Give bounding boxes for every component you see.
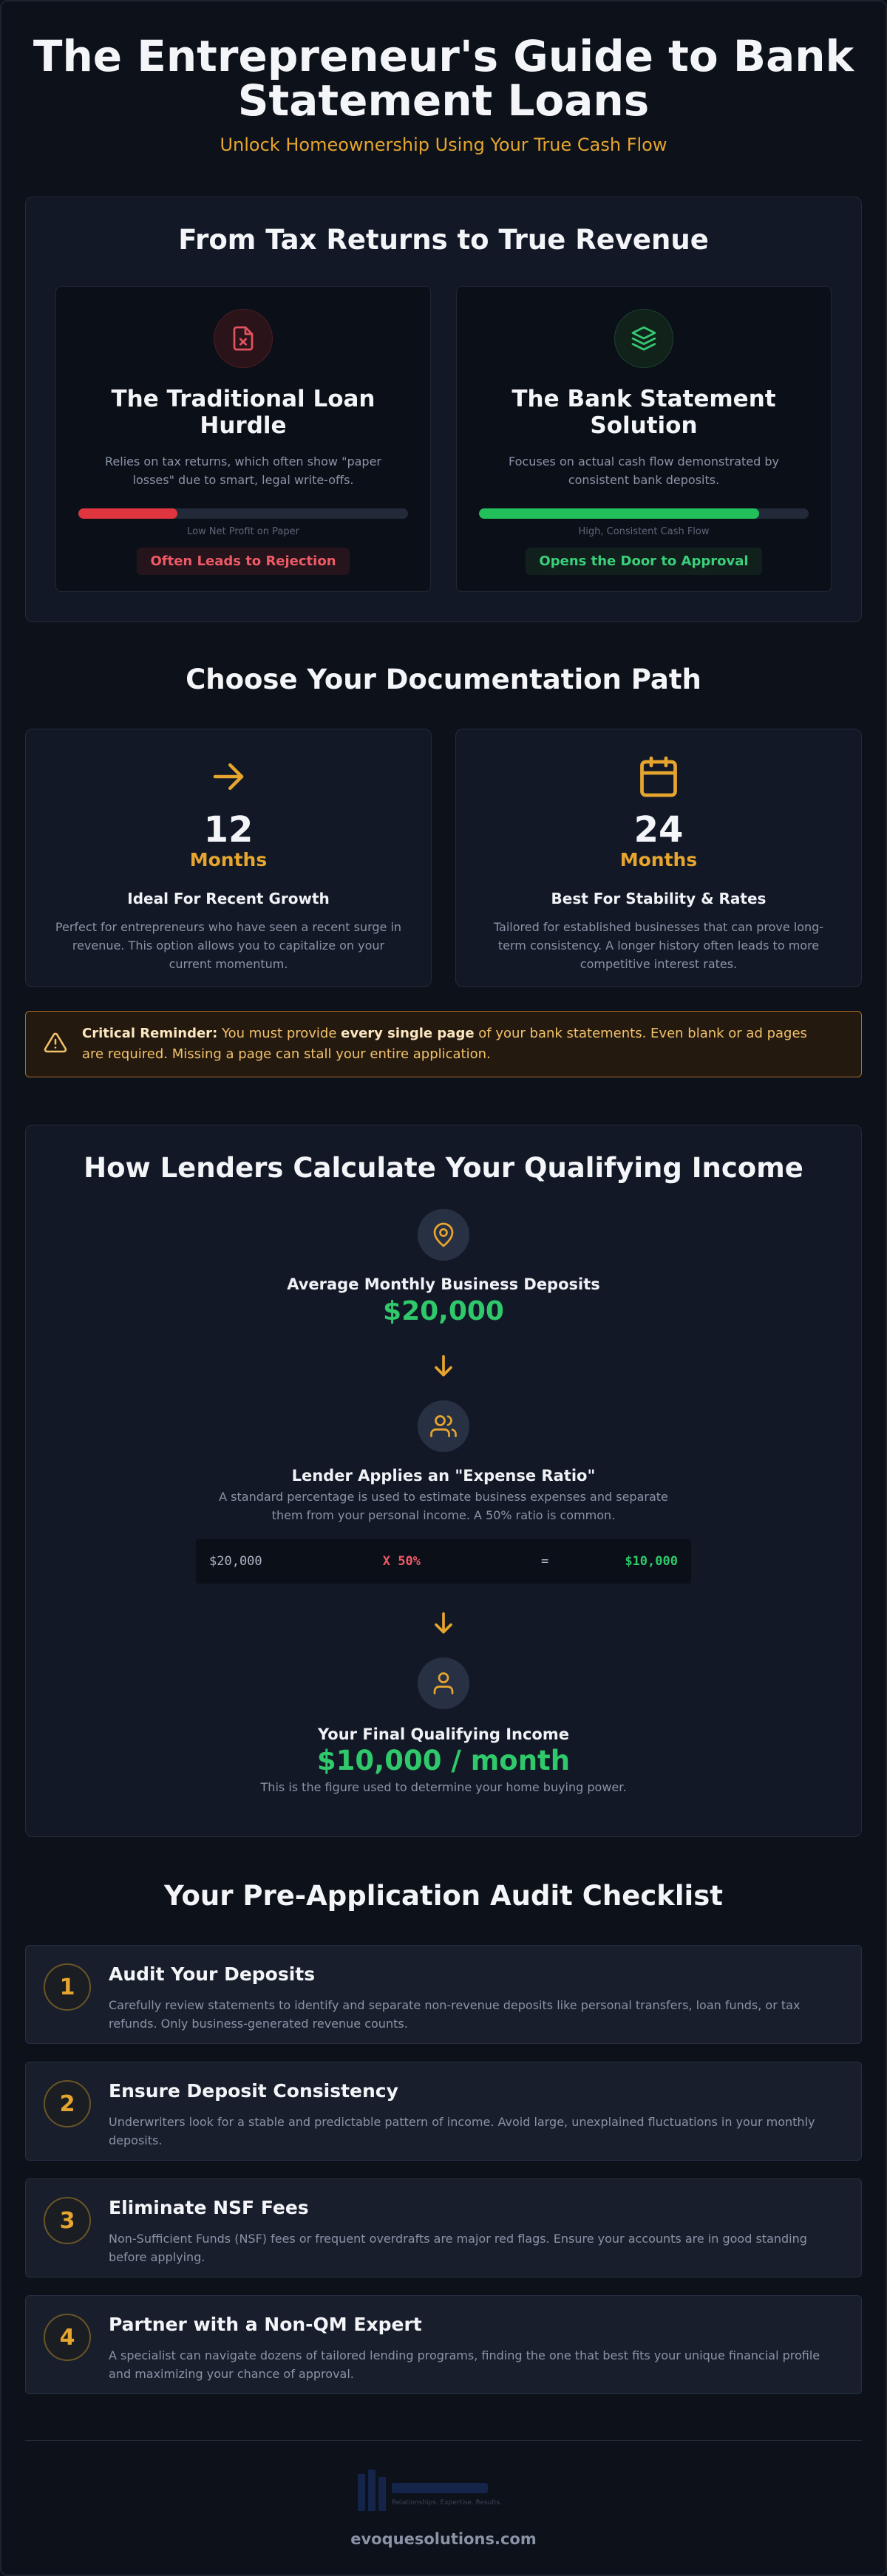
hero	[25, 31, 862, 155]
bank-statement-title: The Bank Statement Solution	[512, 386, 776, 439]
arrow-down-icon	[429, 1609, 458, 1638]
traditional-profit-bar	[78, 508, 408, 519]
alert-lead: Critical Reminder:	[82, 1026, 218, 1041]
rejection-badge: Often Leads to Rejection	[137, 548, 349, 575]
warning-icon	[44, 1031, 67, 1057]
arrow-down-icon	[429, 1352, 458, 1381]
logo-tagline: Relationships. Expertise. Results.	[392, 2499, 502, 2507]
footer-divider	[25, 2440, 862, 2441]
map-pin-icon	[418, 1209, 469, 1261]
expense-ratio-label: Lender Applies an "Expense Ratio"	[291, 1467, 596, 1485]
calendar-icon	[456, 754, 861, 799]
checklist-item-title: Eliminate NSF Fees	[109, 2197, 309, 2218]
calculation-heading: How Lenders Calculate Your Qualifying Income	[84, 1152, 803, 1184]
arrow-right-icon	[26, 754, 431, 799]
checklist-item-desc: Carefully review statements to identify and separate non-revenue deposits like personal transfers, loan funds, or tax refunds. Only business-generated revenue counts.	[109, 1998, 801, 2031]
path-unit: Months	[189, 849, 268, 870]
calc-result: $10,000	[625, 1554, 678, 1569]
step-number-badge: 4	[44, 2314, 91, 2361]
final-income-label: Your Final Qualifying Income	[318, 1725, 569, 1743]
step-number-badge: 3	[44, 2197, 91, 2244]
final-income-desc: This is the figure used to determine your home buying power.	[260, 1780, 627, 1794]
website-link[interactable]: evoquesolutions.com	[350, 2530, 537, 2548]
checklist-item-desc: Underwriters look for a stable and predictable pattern of income. Avoid large, unexplained fluctuations in your monthly deposits.	[109, 2115, 815, 2147]
checklist-item-title: Ensure Deposit Consistency	[109, 2080, 398, 2102]
user-icon	[418, 1657, 469, 1709]
path-desc: Perfect for entrepreneurs who have seen a recent surge in revenue. This option allows you to capitalize on your current momentum.	[55, 920, 402, 971]
alert-emphasis: every single page	[341, 1026, 475, 1041]
page-title: The Entrepreneur's Guide to Bank Statement Loans	[33, 31, 854, 126]
calc-ratio: X 50%	[382, 1554, 421, 1569]
checklist-item-desc: A specialist can navigate dozens of tailored lending programs, finding the one that best fits your unique financial profile and maximizing your chance of approval.	[109, 2348, 820, 2381]
bank-statement-desc: Focuses on actual cash flow demonstrated by consistent bank deposits.	[508, 454, 780, 487]
deposits-value: $20,000	[383, 1296, 504, 1326]
calc-deposits: $20,000	[209, 1554, 262, 1569]
bank-statement-card	[456, 286, 832, 592]
final-income-value: $10,000 / month	[316, 1745, 571, 1776]
checklist-heading: Your Pre-Application Audit Checklist	[164, 1880, 723, 1912]
alert-text-b: of your bank statements. Even blank or ad pages are required. Missing a page can stall your entire application.	[82, 1026, 807, 1062]
bank-statement-cashflow-bar	[479, 508, 809, 519]
checklist-item-desc: Non-Sufficient Funds (NSF) fees or frequent overdrafts are major red flags. Ensure your accounts are in good standing before applying.	[109, 2232, 807, 2264]
layers-icon	[614, 309, 673, 368]
path-card-24-months	[455, 729, 862, 987]
traditional-desc: Relies on tax returns, which often show "paper losses" due to smart, legal write-offs.	[105, 454, 381, 487]
path-title: Ideal For Recent Growth	[127, 890, 330, 907]
page-subtitle: Unlock Homeownership Using Your True Cash Flow	[220, 134, 667, 155]
path-number: 24	[633, 809, 684, 851]
critical-reminder-alert	[25, 1011, 862, 1077]
checklist-item	[25, 2295, 862, 2394]
calc-equals: =	[541, 1554, 549, 1569]
traditional-profit-fill	[78, 508, 177, 519]
traditional-card	[55, 286, 431, 592]
step-number-badge: 1	[44, 1963, 91, 2011]
expense-ratio-calculation	[196, 1539, 691, 1584]
bank-statement-bar-label: High, Consistent Cash Flow	[578, 526, 710, 537]
checklist-item-title: Partner with a Non-QM Expert	[109, 2314, 422, 2335]
checklist-item	[25, 2062, 862, 2161]
approval-badge: Opens the Door to Approval	[526, 548, 761, 575]
traditional-title: The Traditional Loan Hurdle	[111, 386, 375, 439]
expense-ratio-desc: A standard percentage is used to estimate business expenses and separate them from your personal income. A 50% ratio is common.	[219, 1490, 668, 1522]
traditional-bar-label: Low Net Profit on Paper	[187, 526, 299, 537]
deposits-label: Average Monthly Business Deposits	[287, 1275, 600, 1293]
paths-heading: Choose Your Documentation Path	[186, 664, 701, 695]
checklist-item	[25, 2178, 862, 2277]
bank-statement-cashflow-fill	[479, 508, 759, 519]
path-number: 12	[203, 809, 254, 851]
path-unit: Months	[619, 849, 698, 870]
comparison-section	[25, 197, 862, 622]
alert-text	[82, 1023, 832, 1065]
path-card-12-months	[25, 729, 432, 987]
file-x-icon	[214, 309, 273, 368]
comparison-heading: From Tax Returns to True Revenue	[178, 224, 709, 256]
company-logo	[355, 2467, 532, 2518]
step-number-badge: 2	[44, 2080, 91, 2127]
calculation-section	[25, 1125, 862, 1837]
path-title: Best For Stability & Rates	[551, 890, 767, 907]
checklist-item-title: Audit Your Deposits	[109, 1963, 316, 1985]
alert-text-a: You must provide	[217, 1026, 341, 1041]
users-icon	[418, 1400, 469, 1452]
checklist-item	[25, 1945, 862, 2044]
path-desc: Tailored for established businesses that can prove long-term consistency. A longer history often leads to more competitive interest rates.	[493, 920, 824, 971]
